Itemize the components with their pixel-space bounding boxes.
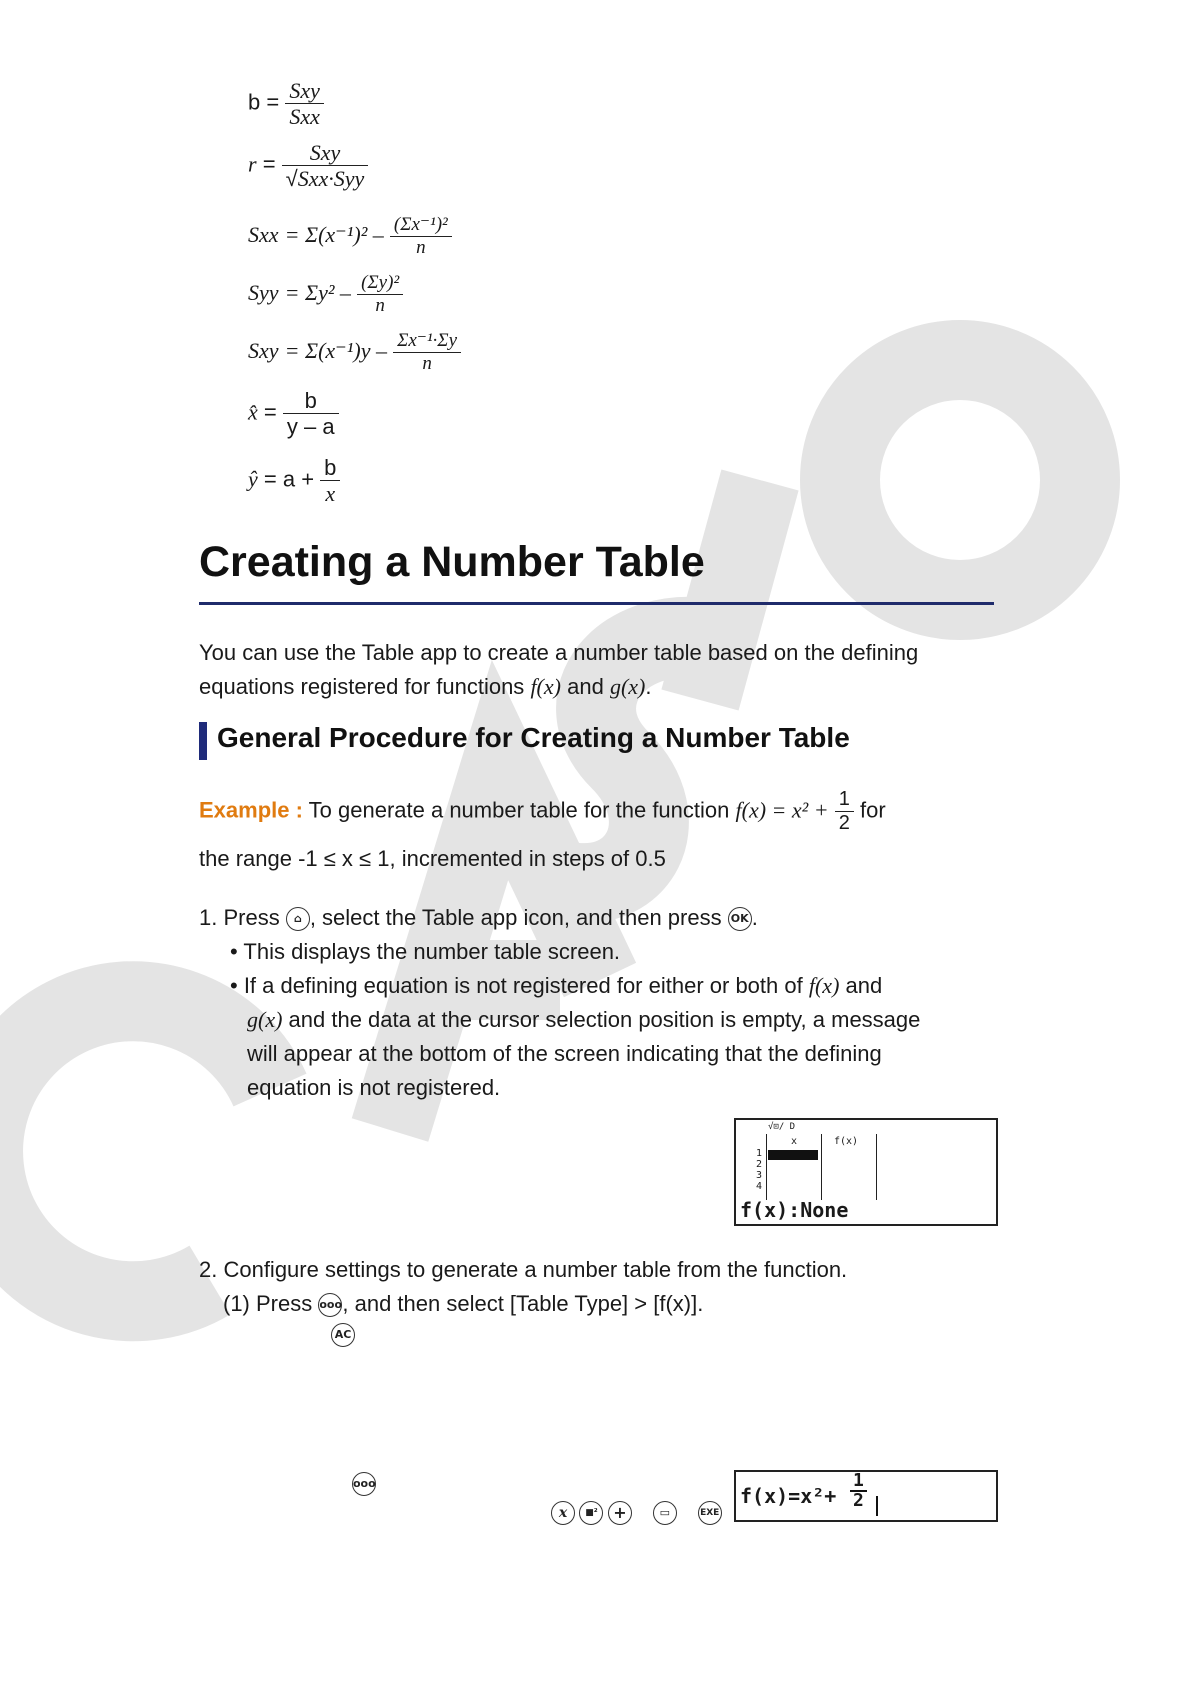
example-function: f(x) = x² + bbox=[735, 797, 829, 823]
bullet2-line1 bbox=[230, 969, 1000, 1003]
row-number: 3 bbox=[756, 1170, 763, 1181]
formula-lhs: ŷ bbox=[248, 466, 258, 492]
formula-lhs: Sxx bbox=[248, 222, 279, 248]
row-number: 4 bbox=[756, 1181, 763, 1192]
formula-denominator: Sxx·Syy bbox=[297, 166, 365, 192]
formula-lhs: x̂ bbox=[248, 399, 258, 425]
bullet2-line4: equation is not registered. bbox=[247, 1075, 501, 1100]
expression-text: f(x)=x²+ bbox=[740, 1484, 837, 1508]
table-divider bbox=[876, 1134, 877, 1200]
example-line bbox=[199, 788, 999, 835]
formula-eq: = bbox=[263, 399, 277, 425]
menu-key-row bbox=[352, 1472, 376, 1496]
formula-r bbox=[248, 140, 368, 192]
formula-numerator: (Σx⁻¹)² bbox=[390, 214, 452, 237]
bullet-2 bbox=[230, 969, 1000, 1105]
expression-fraction bbox=[850, 1472, 867, 1510]
intro-line-1: You can use the Table app to create a number table based on the defining bbox=[199, 640, 919, 665]
text-cursor bbox=[876, 1496, 878, 1516]
formula-lhs: r bbox=[248, 151, 257, 177]
ac-key-row bbox=[331, 1323, 355, 1347]
row-number: 1 bbox=[756, 1148, 763, 1159]
formula-numerator: Sxy bbox=[285, 78, 324, 104]
menu-key-icon: ooo bbox=[318, 1293, 342, 1317]
ok-key-icon: OK bbox=[728, 907, 752, 931]
formula-denominator: y – a bbox=[286, 414, 335, 440]
example-for: for bbox=[859, 797, 886, 823]
key-sequence bbox=[551, 1501, 722, 1525]
formula-eq: = a + bbox=[263, 466, 315, 492]
formula-middle: = Σ(x⁻¹)² – bbox=[284, 222, 384, 248]
formula-numerator: Σx⁻¹·Σy bbox=[393, 330, 461, 353]
screen-status-message: f(x):None bbox=[740, 1198, 849, 1222]
step-2: 2. Configure settings to generate a number table from the function. bbox=[199, 1257, 848, 1282]
subheading-accent-bar bbox=[199, 722, 207, 760]
formula-lhs: b = bbox=[248, 89, 280, 115]
fraction-numerator: 1 bbox=[850, 1472, 867, 1492]
bullet2-text: • If a defining equation is not registered for either or both of bbox=[230, 973, 803, 998]
example-frac-num: 1 bbox=[835, 788, 854, 812]
column-fx-header: f(x) bbox=[834, 1136, 859, 1147]
bullet2-line2 bbox=[230, 1003, 1000, 1037]
x-variable-key-icon: x bbox=[551, 1501, 575, 1525]
input-expression bbox=[740, 1484, 836, 1508]
step-1 bbox=[199, 901, 758, 935]
screen-status-icons: √⊡/ D bbox=[768, 1122, 796, 1132]
table-divider bbox=[766, 1134, 767, 1200]
fx-label: f(x) bbox=[530, 674, 561, 699]
calculator-screen-table bbox=[734, 1118, 998, 1226]
formula-denominator: n bbox=[422, 352, 432, 374]
intro-paragraph bbox=[199, 636, 999, 704]
table-divider bbox=[821, 1134, 822, 1200]
step2-1-text-b: , and then select [Table Type] > [f(x)]. bbox=[342, 1291, 704, 1316]
exe-key-icon: EXE bbox=[698, 1501, 722, 1525]
range-line: the range -1 ≤ x ≤ 1, incremented in steps of 0.5 bbox=[199, 846, 666, 871]
formula-syy bbox=[248, 272, 403, 317]
formula-denominator: x bbox=[325, 481, 336, 507]
column-x-header: x bbox=[791, 1136, 798, 1147]
formula-b bbox=[248, 78, 324, 130]
procedure-heading: General Procedure for Creating a Number Table bbox=[217, 722, 850, 753]
example-text: To generate a number table for the function bbox=[308, 797, 730, 823]
step2-1-text-a: (1) Press bbox=[223, 1291, 313, 1316]
bullet2-text: and the data at the cursor selection position is empty, a message bbox=[288, 1007, 921, 1032]
square-key-icon: ■² bbox=[579, 1501, 603, 1525]
intro-line-2 bbox=[199, 670, 999, 704]
and-text: and bbox=[567, 674, 604, 699]
formula-middle: = Σy² – bbox=[284, 280, 351, 306]
formula-middle: = Σ(x⁻¹)y – bbox=[284, 338, 387, 364]
formula-lhs: Sxy bbox=[248, 338, 279, 364]
example-frac-den: 2 bbox=[838, 812, 850, 834]
formula-numerator: b bbox=[320, 455, 340, 481]
title-divider bbox=[199, 602, 994, 605]
period: . bbox=[645, 674, 652, 699]
formula-sxx bbox=[248, 214, 452, 259]
formula-eq: = bbox=[262, 151, 276, 177]
fraction-denominator: 2 bbox=[853, 1490, 864, 1511]
row-number: 2 bbox=[756, 1159, 763, 1170]
ac-key-icon: AC bbox=[331, 1323, 355, 1347]
bullet-1: • This displays the number table screen. bbox=[230, 939, 621, 964]
formula-numerator: (Σy)² bbox=[357, 272, 403, 295]
step1-text-c: . bbox=[751, 905, 758, 930]
example-label: Example : bbox=[199, 797, 303, 823]
formula-denominator: n bbox=[416, 236, 426, 258]
plus-key-icon: + bbox=[608, 1501, 632, 1525]
cursor-cell bbox=[768, 1150, 818, 1160]
step1-text-b: , select the Table app icon, and then press bbox=[309, 905, 722, 930]
formula-denominator: Sxx bbox=[289, 104, 320, 130]
menu-key-icon: ooo bbox=[352, 1472, 376, 1496]
formula-xhat bbox=[248, 388, 339, 440]
formula-sxy bbox=[248, 330, 461, 375]
section-title: Creating a Number Table bbox=[199, 538, 705, 586]
step1-text-a: 1. Press bbox=[199, 905, 280, 930]
formula-numerator: b bbox=[283, 388, 339, 414]
gx-label: g(x) bbox=[247, 1007, 283, 1032]
fx-label: f(x) bbox=[808, 973, 840, 998]
formula-yhat bbox=[248, 455, 340, 507]
home-key-icon: ⌂ bbox=[286, 907, 310, 931]
formula-numerator: Sxy bbox=[282, 140, 369, 166]
formula-denominator: n bbox=[375, 294, 385, 316]
and-text: and bbox=[845, 973, 883, 998]
calculator-screen-input bbox=[734, 1470, 998, 1522]
step-2-1 bbox=[223, 1287, 703, 1321]
gx-label: g(x) bbox=[609, 674, 646, 699]
row-numbers bbox=[756, 1148, 762, 1192]
sqrt-icon: √ bbox=[285, 166, 298, 192]
formula-lhs: Syy bbox=[248, 280, 279, 306]
fraction-key-icon: ▭ bbox=[653, 1501, 677, 1525]
bullet2-line3: will appear at the bottom of the screen indicating that the defining bbox=[247, 1041, 882, 1066]
intro-text: equations registered for functions bbox=[199, 674, 525, 699]
